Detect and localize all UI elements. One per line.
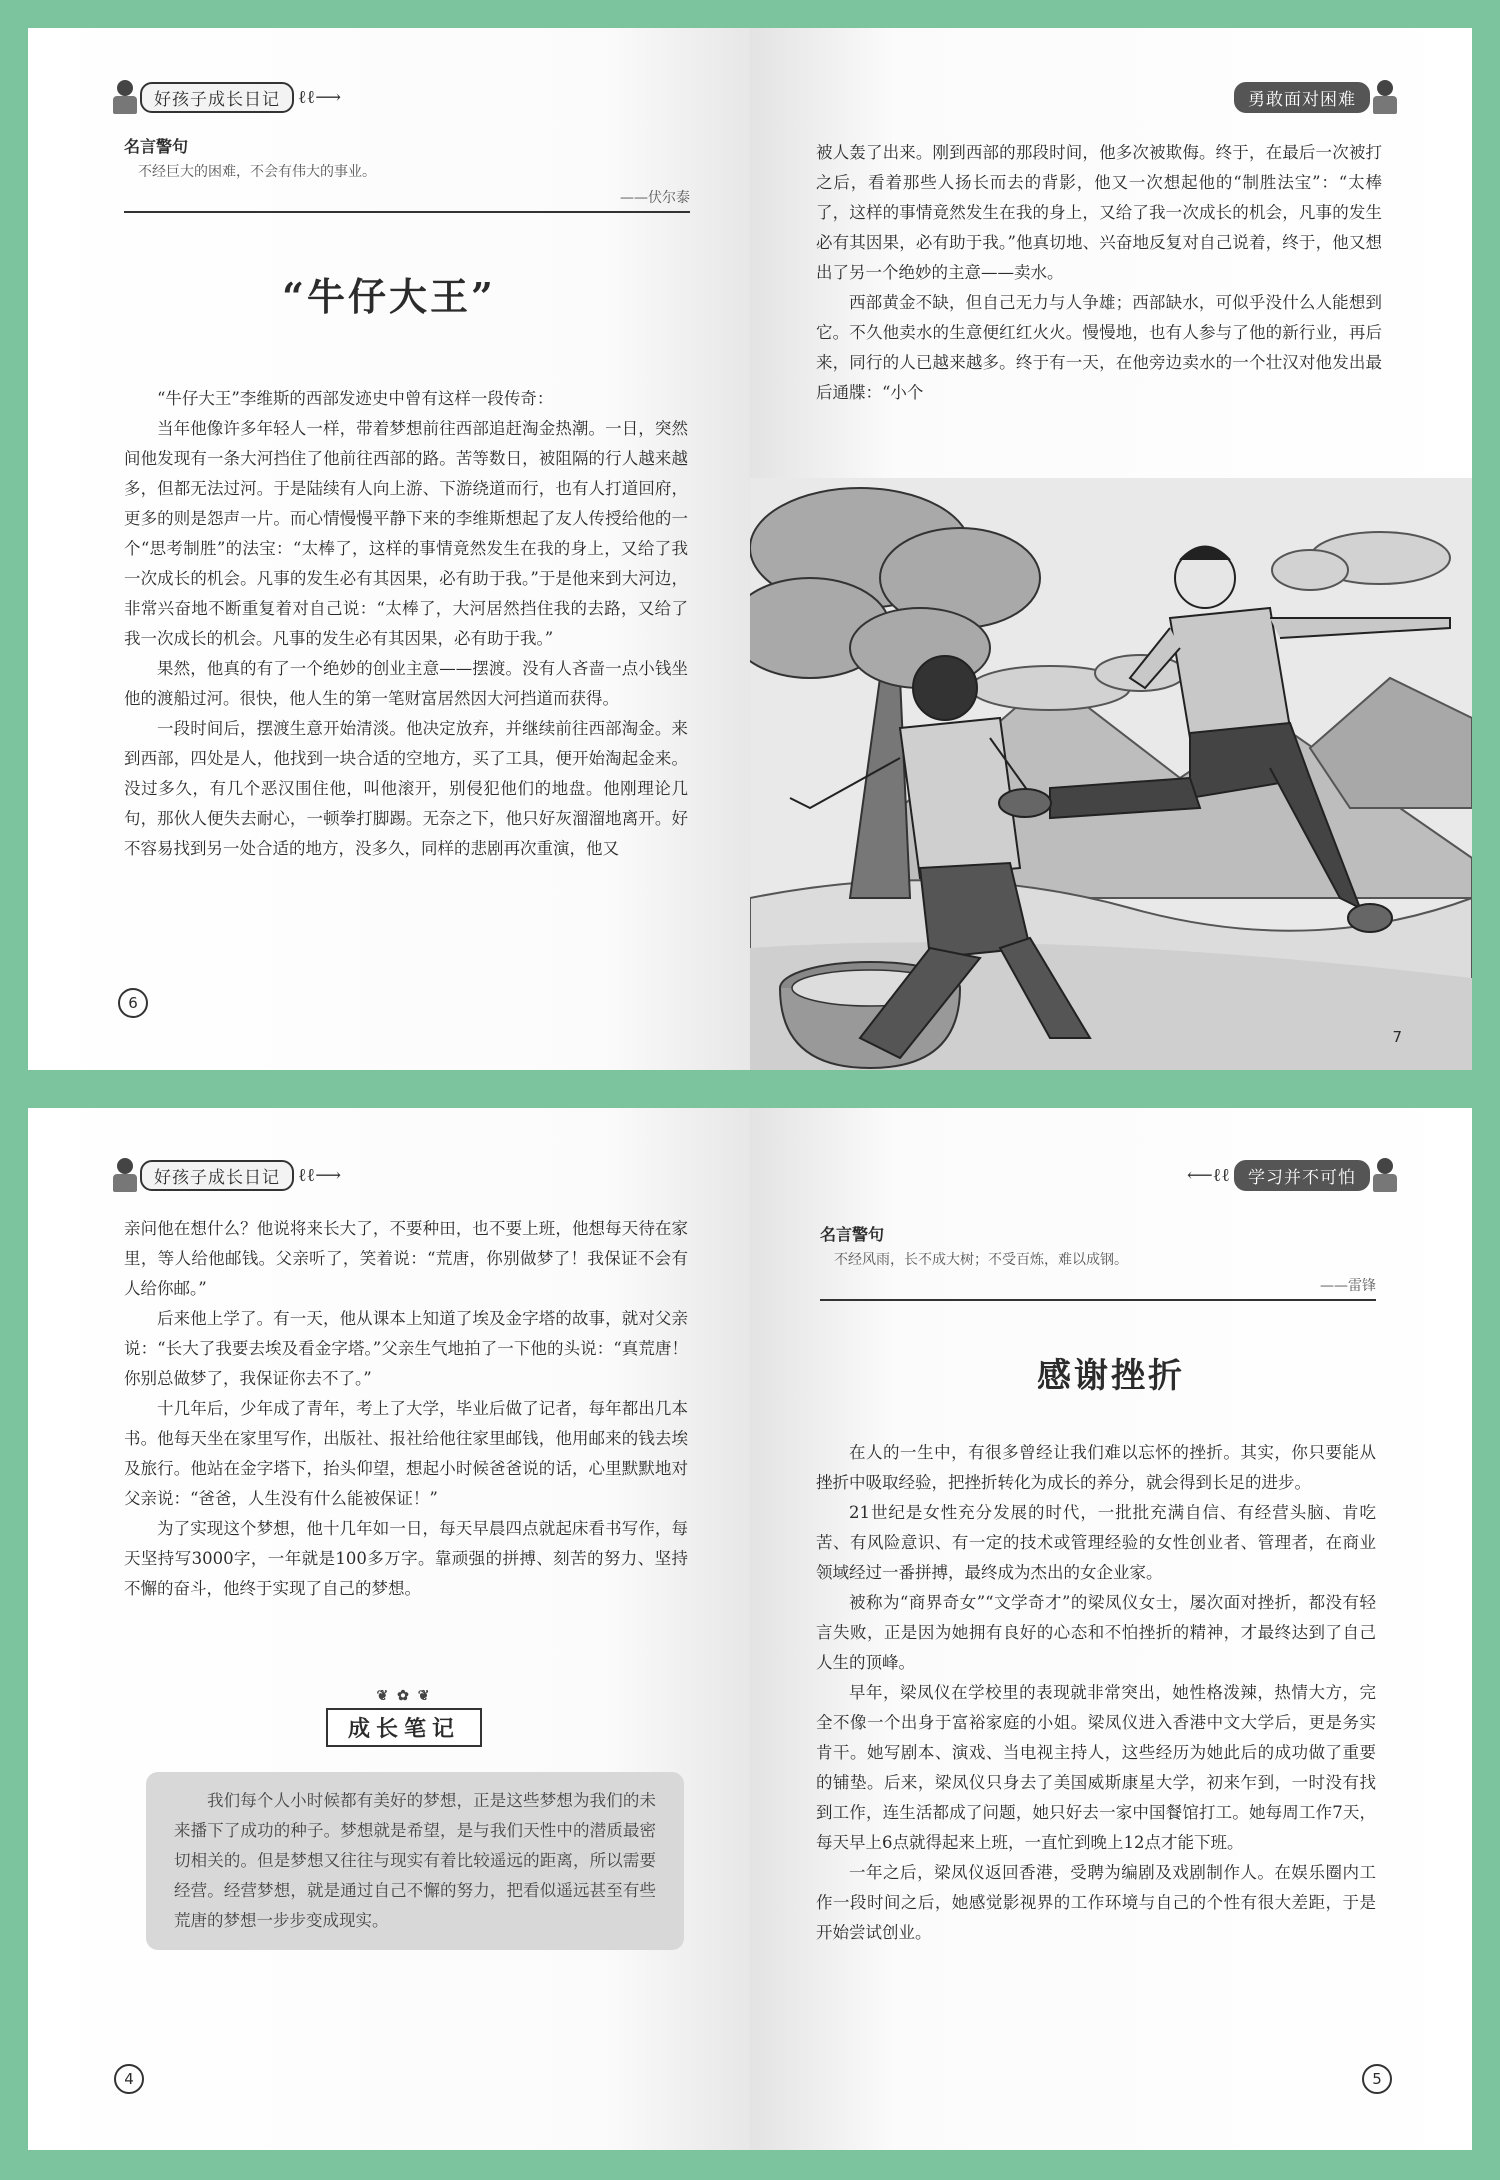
paragraph: 早年，梁凤仪在学校里的表现就非常突出，她性格泼辣，热情大方，完全不像一个出身于富裕家庭的小姐。梁凤仪进入香港中文大学后，更是务实肯干。她写剧本、演戏、当电视主持人，这些经历为她此后的成功做了重要的铺垫。后来，梁凤仪只身去了美国威斯康星大学，初来乍到，一时没有找到工作，连生活都成了问题，她只好去一家中国餐馆打工。她每周工作7天，每天早上6点就得起来上班，一直忙到晚上12点才能下班。 bbox=[816, 1683, 1376, 1852]
growth-note-text: 我们每个人小时候都有美好的梦想，正是这些梦想为我们的未来播下了成功的种子。梦想就是希望，是与我们天性中的潜质最密切相关的。但是梦想又往往与现实有着比较遥远的距离，所以需要经营。经营梦想，就是通过自己不懈的努力，把看似遥远甚至有些荒唐的梦想一步步变成现实。 bbox=[174, 1791, 656, 1930]
quote-text: 不经风雨，长不成大树；不受百炼，难以成钢。 bbox=[834, 1252, 1128, 1268]
article-body bbox=[124, 1214, 688, 1604]
series-header bbox=[110, 1158, 345, 1192]
reading-kid-icon bbox=[1370, 80, 1400, 114]
quote-title: 名言警句 bbox=[820, 1225, 885, 1244]
article-title: 感谢挫折 bbox=[1037, 1356, 1185, 1396]
article-title: “牛仔大王” bbox=[282, 274, 496, 319]
paragraph: 后来他上学了。有一天，他从课本上知道了埃及金字塔的故事，就对父亲说：“长大了我要去埃及看金字塔。”父亲生气地拍了一下他的头说：“真荒唐！你别总做梦了，我保证你去不了。” bbox=[124, 1309, 688, 1388]
quote-author: ——伏尔泰 bbox=[620, 190, 690, 206]
paragraph: 一段时间后，摆渡生意开始清淡。他决定放弃，并继续前往西部淘金。来到西部，四处是人，他找到一块合适的空地方，买了工具，便开始淘起金来。没过多久，有几个恶汉围住他，叫他滚开，别侵犯他们的地盘。他刚理论几句，那伙人便失去耐心，一顿拳打脚踢。无奈之下，他只好灰溜溜地离开。好不容易找到另一处合适的地方，没多久，同样的悲剧再次重演，他又 bbox=[124, 719, 688, 858]
quote-block bbox=[820, 1222, 1376, 1301]
reading-kid-icon bbox=[110, 80, 140, 114]
paragraph: 十几年后，少年成了青年，考上了大学，毕业后做了记者，每年都出几本书。他每天坐在家里写作，出版社、报社给他往家里邮钱，他用邮来的钱去埃及旅行。他站在金字塔下，抬头仰望，想起小时候爸爸说的话，心里默默地对父亲说：“爸爸，人生没有什么能被保证！” bbox=[124, 1399, 688, 1508]
top-spread bbox=[28, 28, 1472, 1070]
paragraph: “牛仔大王”李维斯的西部发迹史中曾有这样一段传奇： bbox=[157, 389, 554, 408]
squiggle-icon: ℓℓ⟶ bbox=[298, 1164, 342, 1186]
quote-divider bbox=[820, 1299, 1376, 1301]
paragraph: 为了实现这个梦想，他十几年如一日，每天早晨四点就起床看书写作，每天坚持写3000字，一年就是100多万字。靠顽强的拼搏、刻苦的努力、坚持不懈的奋斗，他终于实现了自己的梦想。 bbox=[124, 1519, 688, 1598]
chapter-header bbox=[1234, 80, 1400, 114]
reading-kid-icon bbox=[1370, 1158, 1400, 1192]
reading-kid-icon bbox=[110, 1158, 140, 1192]
quote-block bbox=[124, 134, 690, 213]
growth-note-heading bbox=[28, 1708, 750, 1747]
paragraph: 亲问他在想什么？他说将来长大了，不要种田，也不要上班，他想每天待在家里，等人给他邮钱。父亲听了，笑着说：“荒唐，你别做梦了！我保证不会有人给你邮。” bbox=[124, 1219, 688, 1298]
article-body bbox=[816, 138, 1382, 408]
squiggle-icon: ⟵ℓℓ bbox=[1186, 1164, 1230, 1186]
squiggle-icon: ℓℓ⟶ bbox=[298, 86, 342, 108]
quote-divider bbox=[124, 211, 690, 213]
story-illustration bbox=[750, 478, 1472, 1070]
growth-note-box bbox=[146, 1772, 684, 1950]
chapter-label: 勇敢面对困难 bbox=[1234, 82, 1370, 113]
paragraph: 果然，他真的有了一个绝妙的创业主意——摆渡。没有人吝啬一点小钱坐他的渡船过河。很快，他人生的第一笔财富居然因大河挡道而获得。 bbox=[124, 659, 688, 708]
article-body bbox=[124, 384, 688, 864]
growth-note-title: ❦ ✿ ❦ 成长笔记 bbox=[326, 1708, 482, 1747]
page-6 bbox=[28, 28, 750, 1070]
quote-text: 不经巨大的困难，不会有伟大的事业。 bbox=[138, 164, 376, 180]
page-number: 7 bbox=[1392, 1028, 1402, 1046]
page-number: 6 bbox=[118, 988, 148, 1018]
quote-author: ——雷锋 bbox=[1320, 1278, 1376, 1294]
page-number: 5 bbox=[1362, 2064, 1392, 2094]
paragraph: 在人的一生中，有很多曾经让我们难以忘怀的挫折。其实，你只要能从挫折中吸取经验，把挫折转化为成长的养分，就会得到长足的进步。 bbox=[816, 1443, 1376, 1492]
paragraph: 被称为“商界奇女”“文学奇才”的梁凤仪女士，屡次面对挫折，都没有轻言失败，正是因为她拥有良好的心态和不怕挫折的精神，才最终达到了自己人生的顶峰。 bbox=[816, 1593, 1376, 1672]
page-number: 4 bbox=[114, 2064, 144, 2094]
page-5 bbox=[750, 1108, 1472, 2150]
series-header bbox=[110, 80, 345, 114]
paragraph: 西部黄金不缺，但自己无力与人争雄；西部缺水，可似乎没什么人能想到它。不久他卖水的生意便红红火火。慢慢地，也有人参与了他的新行业，再后来，同行的人已越来越多。终于有一天，在他旁边卖水的一个壮汉对他发出最后通牒：“小个 bbox=[816, 293, 1382, 402]
series-label: 好孩子成长日记 bbox=[140, 82, 294, 113]
paragraph: 当年他像许多年轻人一样，带着梦想前往西部追赶淘金热潮。一日，突然间他发现有一条大河挡住了他前往西部的路。苦等数日，被阻隔的行人越来越多，但都无法过河。于是陆续有人向上游、下游绕道而行，也有人打道回府，更多的则是怨声一片。而心情慢慢平静下来的李维斯想起了友人传授给他的一个“思考制胜”的法宝：“太棒了，这样的事情竟然发生在我的身上，又给了我一次成长的机会。凡事的发生必有其因果，必有助于我。”于是他来到大河边，非常兴奋地不断重复着对自己说：“太棒了，大河居然挡住我的去路，又给了我一次成长的机会。凡事的发生必有其因果，必有助于我。” bbox=[124, 419, 688, 648]
article-body bbox=[816, 1438, 1376, 1948]
page-7 bbox=[750, 28, 1472, 1070]
page-4 bbox=[28, 1108, 750, 2150]
paragraph: 21世纪是女性充分发展的时代，一批批充满自信、有经营头脑、肯吃苦、有风险意识、有一定的技术或管理经验的女性创业者、管理者，在商业领域经过一番拼搏，最终成为杰出的女企业家。 bbox=[816, 1503, 1376, 1582]
quote-title: 名言警句 bbox=[124, 137, 189, 156]
paragraph: 被人轰了出来。刚到西部的那段时间，他多次被欺侮。终于，在最后一次被打之后，看着那些人扬长而去的背影，他又一次想起他的“制胜法宝”：“太棒了，这样的事情竟然发生在我的身上，又给了我一次成长的机会，凡事的发生必有其因果，必有助于我。”他真切地、兴奋地反复对自己说着，终于，他又想出了另一个绝妙的主意——卖水。 bbox=[816, 143, 1382, 282]
paragraph: 一年之后，梁凤仪返回香港，受聘为编剧及戏剧制作人。在娱乐圈内工作一段时间之后，她感觉影视界的工作环境与自己的个性有很大差距，于是开始尝试创业。 bbox=[816, 1863, 1376, 1942]
series-label: 好孩子成长日记 bbox=[140, 1160, 294, 1191]
chapter-label: 学习并不可怕 bbox=[1234, 1160, 1370, 1191]
bottom-spread bbox=[28, 1108, 1472, 2150]
chapter-header bbox=[1183, 1158, 1400, 1192]
